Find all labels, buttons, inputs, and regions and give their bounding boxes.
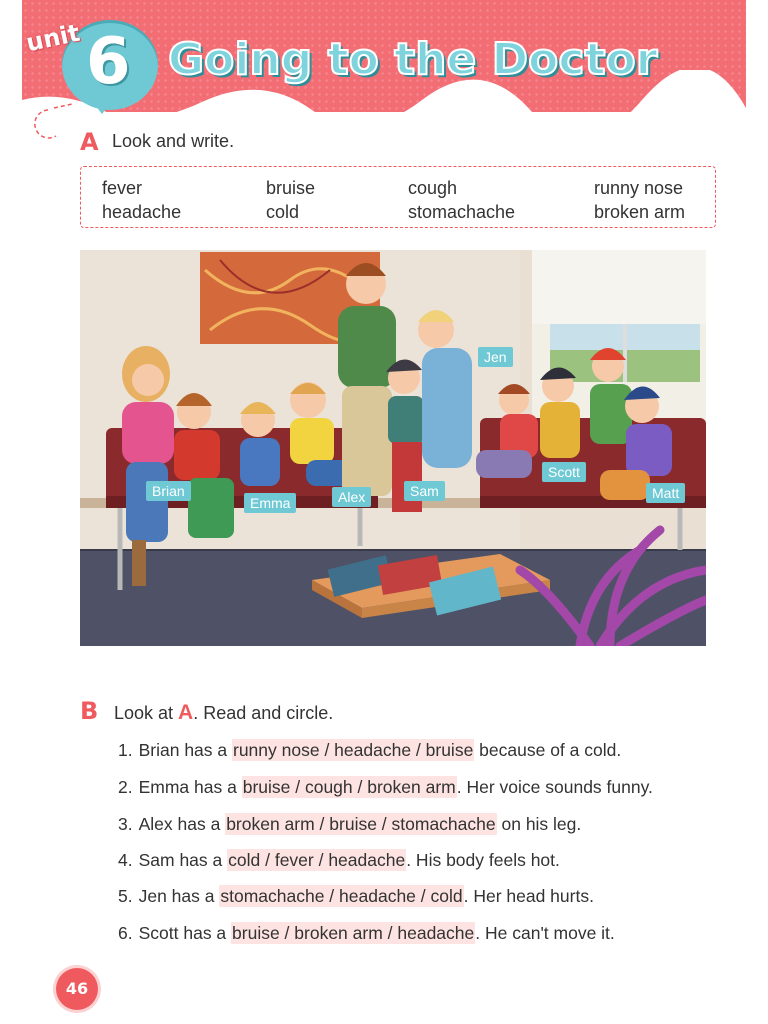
word-bank-item: stomachache (408, 202, 516, 222)
circle-options[interactable]: bruise / cough / broken arm (242, 777, 456, 797)
item-number: 1. (118, 740, 133, 760)
item-text: . Her head hurts. (463, 886, 594, 906)
exercise-item-2 (118, 777, 653, 798)
exercise-item-5 (118, 886, 594, 907)
item-number: 4. (118, 850, 133, 870)
page-title: Going to the Doctor (168, 34, 658, 85)
item-text: Brian has a (138, 740, 232, 760)
unit-label: unit (23, 18, 83, 58)
name-tag-matt: Matt (646, 483, 685, 503)
word-bank-item: cough (408, 178, 458, 198)
item-number: 6. (118, 923, 133, 943)
section-reference-letter: A (178, 701, 194, 724)
name-tag-sam: Sam (404, 481, 445, 501)
item-text: Emma has a (138, 777, 242, 797)
exercise-item-1 (118, 740, 621, 761)
section-b-instruction (114, 701, 333, 725)
exercise-item-3 (118, 814, 581, 835)
word-bank-item: cold (266, 202, 300, 222)
name-tag-emma: Emma (244, 493, 296, 513)
circle-options[interactable]: runny nose / headache / bruise (233, 740, 474, 760)
exercise-item-4 (118, 850, 560, 871)
item-text: on his leg. (496, 814, 582, 834)
page-number: 46 (56, 968, 98, 1010)
item-number: 5. (118, 886, 133, 906)
item-number: 2. (118, 777, 133, 797)
word-bank-item: broken arm (594, 202, 686, 222)
instruction-text: Look at (114, 703, 179, 723)
circle-options[interactable]: cold / fever / headache (228, 850, 406, 870)
circle-options[interactable]: stomachache / headache / cold (220, 886, 463, 906)
item-text: Scott has a (138, 923, 232, 943)
circle-options[interactable]: broken arm / bruise / stomachache (226, 814, 496, 834)
item-text: Jen has a (138, 886, 220, 906)
item-text: . He can't move it. (475, 923, 615, 943)
name-tag-scott: Scott (542, 462, 586, 482)
name-tag-brian: Brian (146, 481, 191, 501)
item-number: 3. (118, 814, 133, 834)
item-text: . His body feels hot. (406, 850, 560, 870)
item-text: Sam has a (138, 850, 228, 870)
item-text: . Her voice sounds funny. (456, 777, 653, 797)
item-text: because of a cold. (474, 740, 622, 760)
name-tag-alex: Alex (332, 487, 371, 507)
name-tag-jen: Jen (478, 347, 513, 367)
circle-options[interactable]: bruise / broken arm / headache (232, 923, 475, 943)
word-bank-item: runny nose (594, 178, 684, 198)
exercise-item-6 (118, 923, 615, 944)
waiting-room-illustration (80, 250, 706, 646)
unit-number: 6 (86, 25, 131, 99)
instruction-text: . Read and circle. (193, 703, 334, 723)
word-bank-item: headache (102, 202, 182, 222)
dashed-swirl-decoration (26, 100, 76, 146)
item-text: Alex has a (138, 814, 226, 834)
section-a-instruction: Look and write. (112, 131, 235, 151)
section-b-letter: B (80, 697, 99, 725)
word-bank-item: fever (102, 178, 143, 198)
word-bank-item: bruise (266, 178, 316, 198)
section-a-letter: A (80, 128, 99, 156)
